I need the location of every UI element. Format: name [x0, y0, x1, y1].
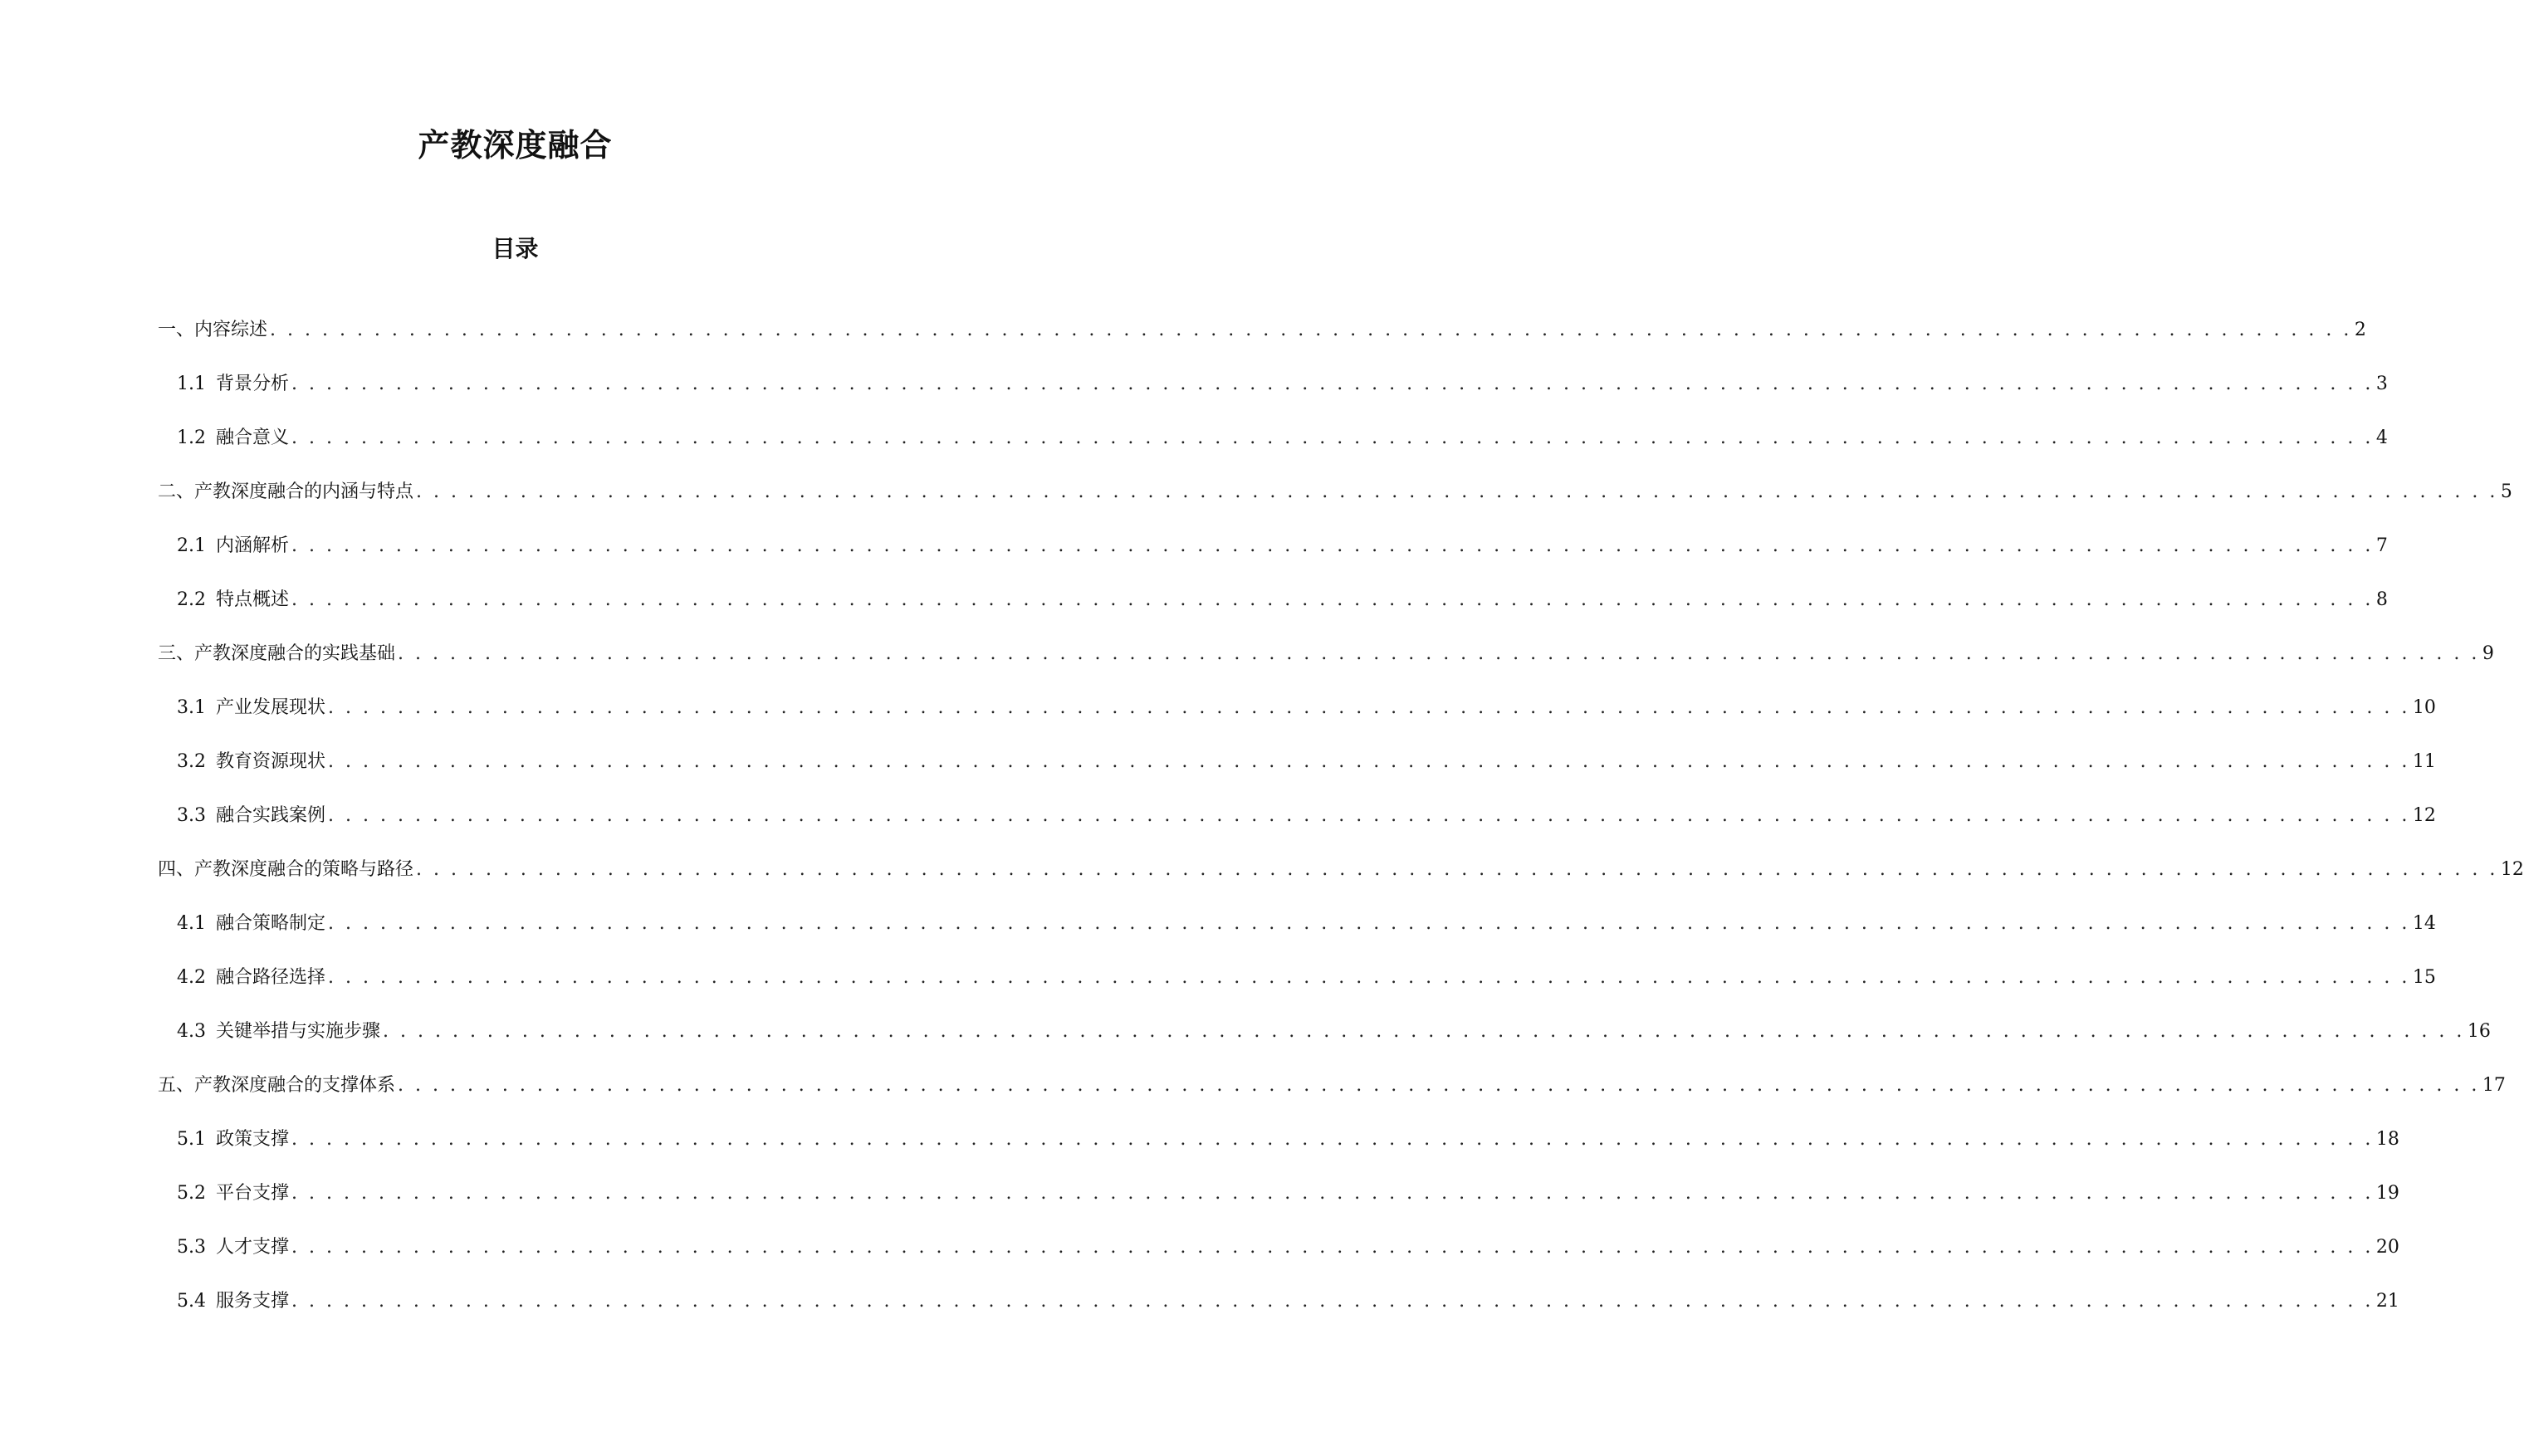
toc-dot-leader: . . . . . . . . . . . . . . . . . . . . . . . . . . . . . . . . . . . . . . . . . . . . . . . . . . . . . . . . . . . . . . . . . . . . . . . . . . . . . . . . . . . . . . . . . . . . . . . . . . . . . . . . . . . . . . . . . . . . . . . . [328, 967, 2410, 988]
toc-page-number: 2 [2354, 320, 2366, 340]
toc-dot-leader: . . . . . . . . . . . . . . . . . . . . . . . . . . . . . . . . . . . . . . . . . . . . . . . . . . . . . . . . . . . . . . . . . . . . . . . . . . . . . . . . . . . . . . . . . . . . . . . . . . . . . . . . . . . . . . . . . . . . . . . . [416, 481, 2498, 502]
toc-entry-title: 一、内容综述 [158, 320, 268, 340]
toc-page-number: 11 [2412, 751, 2436, 772]
toc-subsection-entry[interactable] [177, 1123, 2399, 1156]
toc-entry-title: 特点概述 [216, 589, 290, 610]
toc-dot-leader: . . . . . . . . . . . . . . . . . . . . . . . . . . . . . . . . . . . . . . . . . . . . . . . . . . . . . . . . . . . . . . . . . . . . . . . . . . . . . . . . . . . . . . . . . . . . . . . . . . . . . . . . . . . . . . . . . . . . . . . . [328, 697, 2410, 718]
toc-entry-number: 2.2 [177, 589, 206, 610]
toc-entry-title: 平台支撑 [216, 1183, 290, 1204]
toc-entry-number: 5.3 [177, 1237, 206, 1258]
toc-dot-leader: . . . . . . . . . . . . . . . . . . . . . . . . . . . . . . . . . . . . . . . . . . . . . . . . . . . . . . . . . . . . . . . . . . . . . . . . . . . . . . . . . . . . . . . . . . . . . . . . . . . . . . . . . . . . . . . . . . . . . . . . [291, 589, 2374, 610]
toc-entry-title: 四、产教深度融合的策略与路径 [158, 859, 414, 880]
toc-page-number: 12 [2412, 805, 2436, 826]
toc-page-number: 16 [2467, 1021, 2491, 1042]
toc-subsection-entry[interactable] [177, 530, 2388, 563]
toc-page-number: 21 [2375, 1291, 2399, 1312]
toc-section-entry[interactable] [158, 1069, 2506, 1102]
toc-entry-title: 背景分析 [216, 374, 290, 394]
toc-page-number: 7 [2375, 535, 2388, 556]
toc-entry-title: 五、产教深度融合的支撑体系 [158, 1075, 396, 1096]
toc-subsection-entry[interactable] [177, 799, 2436, 833]
toc-dot-leader: . . . . . . . . . . . . . . . . . . . . . . . . . . . . . . . . . . . . . . . . . . . . . . . . . . . . . . . . . . . . . . . . . . . . . . . . . . . . . . . . . . . . . . . . . . . . . . . . . . . . . . . . . . . . . . . . . . . . . . . . [328, 805, 2410, 826]
toc-page-number: 10 [2412, 697, 2436, 718]
toc-entry-title: 融合路径选择 [216, 967, 326, 988]
toc-heading: 目录 [492, 235, 539, 262]
toc-entry-title: 服务支撑 [216, 1291, 290, 1312]
toc-page-number: 3 [2375, 374, 2388, 394]
toc-subsection-entry[interactable] [177, 368, 2388, 401]
toc-section-entry[interactable] [158, 638, 2494, 671]
toc-subsection-entry[interactable] [177, 1231, 2399, 1264]
toc-entry-title: 融合策略制定 [216, 913, 326, 934]
toc-entry-title: 三、产教深度融合的实践基础 [158, 643, 396, 664]
toc-subsection-entry[interactable] [177, 1015, 2491, 1048]
toc-entry-number: 3.1 [177, 697, 206, 718]
toc-dot-leader: . . . . . . . . . . . . . . . . . . . . . . . . . . . . . . . . . . . . . . . . . . . . . . . . . . . . . . . . . . . . . . . . . . . . . . . . . . . . . . . . . . . . . . . . . . . . . . . . . . . . . . . . . . . . . . . . . . . . . . . . [291, 1129, 2374, 1150]
toc-section-entry[interactable] [158, 853, 2524, 887]
toc-dot-leader: . . . . . . . . . . . . . . . . . . . . . . . . . . . . . . . . . . . . . . . . . . . . . . . . . . . . . . . . . . . . . . . . . . . . . . . . . . . . . . . . . . . . . . . . . . . . . . . . . . . . . . . . . . . . . . . . . . . . . . . . [291, 374, 2374, 394]
toc-entry-title: 融合实践案例 [216, 805, 326, 826]
toc-subsection-entry[interactable] [177, 691, 2436, 725]
toc-subsection-entry[interactable] [177, 1285, 2399, 1318]
toc-subsection-entry[interactable] [177, 1177, 2399, 1210]
toc-entry-number: 5.1 [177, 1129, 206, 1150]
toc-entry-number: 1.1 [177, 374, 206, 394]
toc-entry-title: 内涵解析 [216, 535, 290, 556]
toc-entry-number: 3.3 [177, 805, 206, 826]
toc-entry-number: 5.2 [177, 1183, 206, 1204]
toc-dot-leader: . . . . . . . . . . . . . . . . . . . . . . . . . . . . . . . . . . . . . . . . . . . . . . . . . . . . . . . . . . . . . . . . . . . . . . . . . . . . . . . . . . . . . . . . . . . . . . . . . . . . . . . . . . . . . . . . . . . . . . . . [328, 913, 2410, 934]
toc-page-number: 9 [2482, 643, 2494, 664]
toc-page-number: 15 [2412, 967, 2436, 988]
toc-section-entry[interactable] [158, 314, 2366, 347]
toc-page-number: 20 [2375, 1237, 2399, 1258]
toc-dot-leader: . . . . . . . . . . . . . . . . . . . . . . . . . . . . . . . . . . . . . . . . . . . . . . . . . . . . . . . . . . . . . . . . . . . . . . . . . . . . . . . . . . . . . . . . . . . . . . . . . . . . . . . . . . . . . . . . . . . . . . . . [328, 751, 2410, 772]
toc-entry-title: 二、产教深度融合的内涵与特点 [158, 481, 414, 502]
toc-dot-leader: . . . . . . . . . . . . . . . . . . . . . . . . . . . . . . . . . . . . . . . . . . . . . . . . . . . . . . . . . . . . . . . . . . . . . . . . . . . . . . . . . . . . . . . . . . . . . . . . . . . . . . . . . . . . . . . . . . . . . . . . [291, 428, 2374, 448]
toc-entry-number: 5.4 [177, 1291, 206, 1312]
toc-page-number: 18 [2375, 1129, 2399, 1150]
toc-subsection-entry[interactable] [177, 961, 2436, 994]
toc-subsection-entry[interactable] [177, 907, 2436, 941]
toc-page-number: 4 [2375, 428, 2388, 448]
toc-page-number: 17 [2482, 1075, 2506, 1096]
toc-subsection-entry[interactable] [177, 745, 2436, 779]
toc-entry-number: 4.1 [177, 913, 206, 934]
toc-page-number: 12 [2500, 859, 2524, 880]
document-title: 产教深度融合 [418, 126, 613, 164]
toc-dot-leader: . . . . . . . . . . . . . . . . . . . . . . . . . . . . . . . . . . . . . . . . . . . . . . . . . . . . . . . . . . . . . . . . . . . . . . . . . . . . . . . . . . . . . . . . . . . . . . . . . . . . . . . . . . . . . . . . . . . . . . . . [291, 1291, 2374, 1312]
toc-dot-leader: . . . . . . . . . . . . . . . . . . . . . . . . . . . . . . . . . . . . . . . . . . . . . . . . . . . . . . . . . . . . . . . . . . . . . . . . . . . . . . . . . . . . . . . . . . . . . . . . . . . . . . . . . . . . . . . . . . . . . . . . [398, 1075, 2480, 1096]
toc-entry-title: 融合意义 [216, 428, 290, 448]
toc-subsection-entry[interactable] [177, 584, 2388, 617]
toc-dot-leader: . . . . . . . . . . . . . . . . . . . . . . . . . . . . . . . . . . . . . . . . . . . . . . . . . . . . . . . . . . . . . . . . . . . . . . . . . . . . . . . . . . . . . . . . . . . . . . . . . . . . . . . . . . . . . . . . . . . . . . . . [291, 1183, 2374, 1204]
toc-dot-leader: . . . . . . . . . . . . . . . . . . . . . . . . . . . . . . . . . . . . . . . . . . . . . . . . . . . . . . . . . . . . . . . . . . . . . . . . . . . . . . . . . . . . . . . . . . . . . . . . . . . . . . . . . . . . . . . . . . . . . . . . [291, 535, 2374, 556]
toc-page-number: 19 [2375, 1183, 2399, 1204]
toc-subsection-entry[interactable] [177, 422, 2388, 455]
toc-entry-number: 2.1 [177, 535, 206, 556]
toc-dot-leader: . . . . . . . . . . . . . . . . . . . . . . . . . . . . . . . . . . . . . . . . . . . . . . . . . . . . . . . . . . . . . . . . . . . . . . . . . . . . . . . . . . . . . . . . . . . . . . . . . . . . . . . . . . . . . . . . . . . . . . . . [416, 859, 2498, 880]
toc-entry-title: 政策支撑 [216, 1129, 290, 1150]
toc-entry-number: 4.3 [177, 1021, 206, 1042]
toc-section-entry[interactable] [158, 476, 2512, 509]
toc-dot-leader: . . . . . . . . . . . . . . . . . . . . . . . . . . . . . . . . . . . . . . . . . . . . . . . . . . . . . . . . . . . . . . . . . . . . . . . . . . . . . . . . . . . . . . . . . . . . . . . . . . . . . . . . . . . . . . . . . . . . . . . . [270, 320, 2352, 340]
toc-page-number: 8 [2375, 589, 2388, 610]
toc-page-number: 14 [2412, 913, 2436, 934]
toc-entry-title: 关键举措与实施步骤 [216, 1021, 381, 1042]
toc-page-number: 5 [2500, 481, 2512, 502]
toc-entry-number: 3.2 [177, 751, 206, 772]
toc-dot-leader: . . . . . . . . . . . . . . . . . . . . . . . . . . . . . . . . . . . . . . . . . . . . . . . . . . . . . . . . . . . . . . . . . . . . . . . . . . . . . . . . . . . . . . . . . . . . . . . . . . . . . . . . . . . . . . . . . . . . . . . . [291, 1237, 2374, 1258]
toc-entry-title: 教育资源现状 [216, 751, 326, 772]
toc-dot-leader: . . . . . . . . . . . . . . . . . . . . . . . . . . . . . . . . . . . . . . . . . . . . . . . . . . . . . . . . . . . . . . . . . . . . . . . . . . . . . . . . . . . . . . . . . . . . . . . . . . . . . . . . . . . . . . . . . . . . . . . . [398, 643, 2480, 664]
toc-entry-number: 4.2 [177, 967, 206, 988]
toc-entry-title: 人才支撑 [216, 1237, 290, 1258]
toc-entry-number: 1.2 [177, 428, 206, 448]
toc-dot-leader: . . . . . . . . . . . . . . . . . . . . . . . . . . . . . . . . . . . . . . . . . . . . . . . . . . . . . . . . . . . . . . . . . . . . . . . . . . . . . . . . . . . . . . . . . . . . . . . . . . . . . . . . . . . . . . . . . . . . . . . . [383, 1021, 2465, 1042]
toc-entry-title: 产业发展现状 [216, 697, 326, 718]
